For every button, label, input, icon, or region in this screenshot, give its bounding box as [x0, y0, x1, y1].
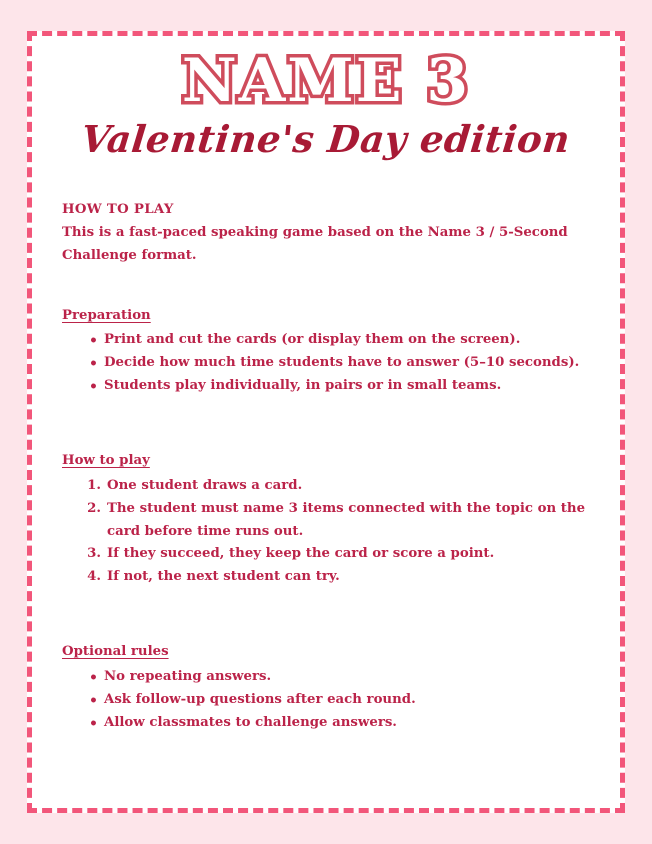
list-item: • Ask follow-up questions after each round. [89, 689, 602, 712]
list-item: The student must name 3 items connected with the topic on the card before time runs out. [107, 500, 586, 539]
list-item: • Students play individually, in pairs or in small teams. [89, 375, 602, 398]
page-subtitle: Valentine's Day edition [79, 117, 573, 162]
how-to-play-section [62, 450, 602, 589]
preparation-list [62, 329, 602, 398]
list-item: • Decide how much time students have to answer (5–10 seconds). [89, 352, 602, 375]
optional-rules-list [62, 666, 602, 735]
intro-paragraph: This is a fast-paced speaking game based on the Name 3 / 5-Second Challenge format. [62, 224, 568, 263]
list-item: • Print and cut the cards (or display them on the screen). [89, 329, 602, 352]
how-to-play-heading: How to play [62, 453, 150, 469]
list-item: If not, the next student can try. [107, 569, 340, 585]
page-title: NAME 3 [181, 46, 471, 116]
spacer-after-intro [62, 268, 602, 305]
optional-rules-section [62, 641, 602, 734]
list-item: If they succeed, they keep the card or score a point. [107, 546, 495, 562]
list-item: • No repeating answers. [89, 666, 602, 689]
worksheet-content [62, 199, 602, 735]
list-item: • Allow classmates to challenge answers. [89, 712, 602, 735]
spacer-after-preparation [62, 398, 602, 450]
preparation-section [62, 305, 602, 398]
worksheet-header [27, 31, 625, 161]
optional-rules-heading: Optional rules [62, 644, 169, 660]
how-to-play-caps-heading: HOW TO PLAY [62, 202, 174, 217]
list-item: One student draws a card. [107, 477, 303, 493]
worksheet-card [27, 31, 625, 813]
spacer-after-how-to-play [62, 589, 602, 641]
preparation-heading: Preparation [62, 307, 151, 323]
how-to-play-steps [62, 475, 602, 589]
